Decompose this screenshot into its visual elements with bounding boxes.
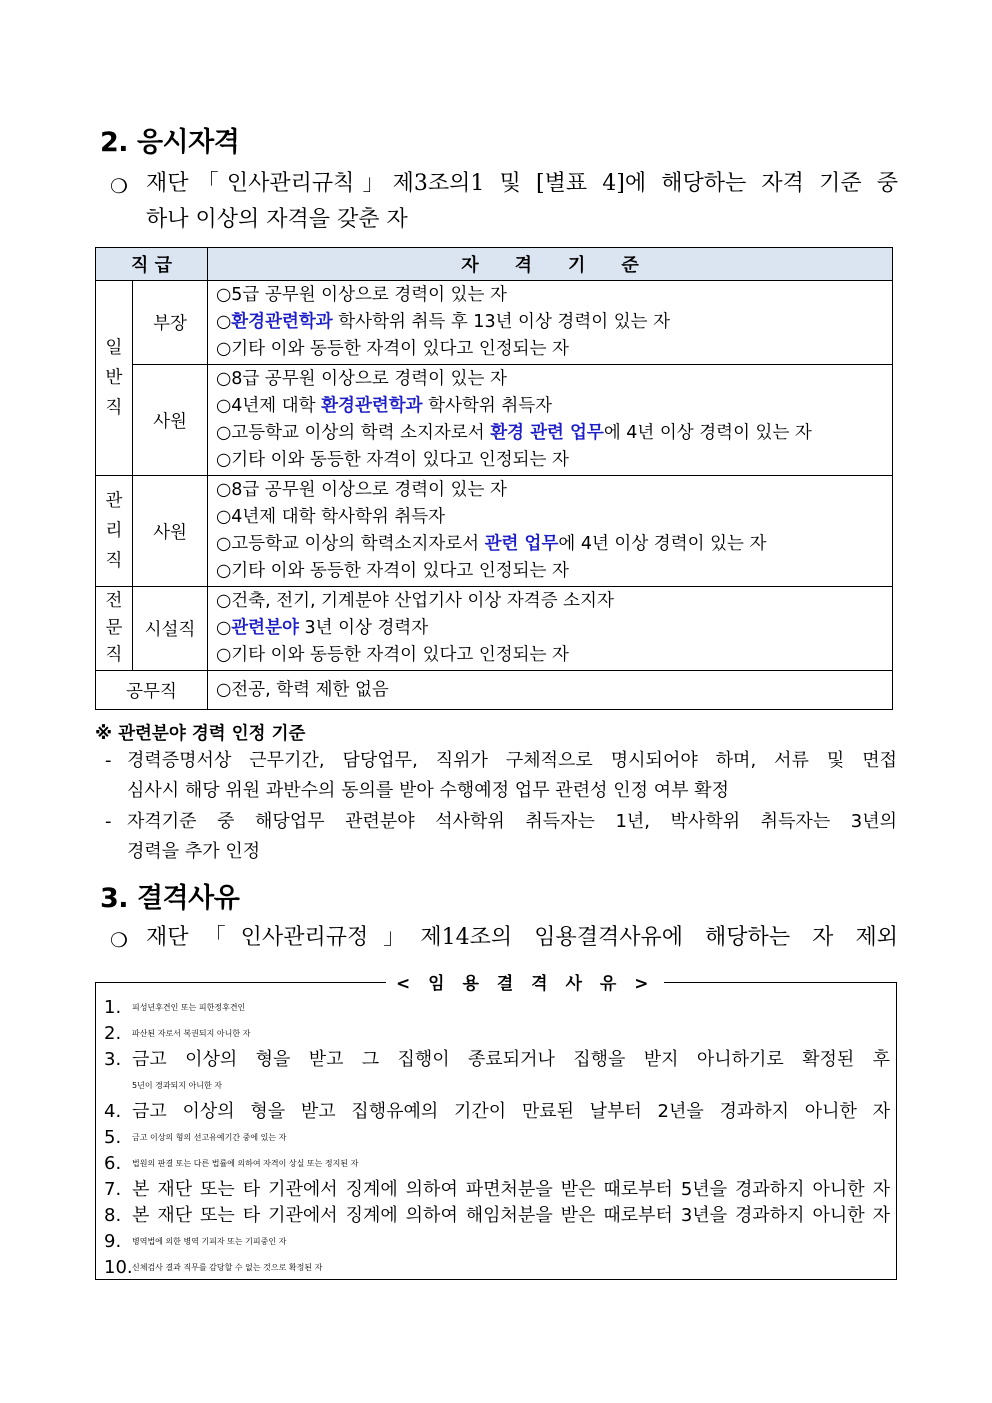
section-2-bullet-line2: 하나 이상의 자격을 갖춘 자 [146, 207, 408, 232]
category-admin: 관 리 직 [96, 476, 133, 587]
criteria-admin-staff: ○8급 공무원 이상으로 경력이 있는 자 ○4년제 대학 학사학위 취득자 ○고등학교 이상의 학력소지자로서 관련 업무에 4년 이상 경력이 있는 자 ○기타 이와 동등한 자격이 있다고 인정되는 자 [208, 476, 893, 587]
list-item: 3. 금고 이상의 형을 받고 그 집행이 종료되거나 집행을 받지 아니하기로 확정된 후 5년이 경과되지 아니한 자 [104, 1049, 890, 1090]
bullet-circle-icon: ❍ [110, 928, 128, 952]
disqualification-box [95, 974, 897, 1280]
sub-staff-admin: 사원 [133, 476, 208, 587]
criteria-general-staff: ○8급 공무원 이상으로 경력이 있는 자 ○4년제 대학 환경관련학과 학사학위 취득자 ○고등학교 이상의 학력 소지자로서 환경 관련 업무에 4년 이상 경력이 있는 자 ○기타 이와 동등한 자격이 있다고 인정되는 자 [208, 365, 893, 476]
note-item: - 경력증명서상 근무기간, 담당업무, 직위가 구체적으로 명시되어야 하며, 서류 및 면접 심사시 해당 위원 과반수의 동의를 받아 수행예정 업무 관련성 인정 여부 확정 [105, 750, 897, 801]
sub-manager: 부장 [133, 281, 208, 365]
list-item: 9. 병역법에 의한 병역 기피자 또는 기피중인 자 [104, 1231, 287, 1252]
table-row [96, 476, 893, 587]
table-row [96, 587, 893, 671]
table-row [96, 671, 893, 710]
reason-list [104, 995, 896, 1281]
criteria-general-manager: ○5급 공무원 이상으로 경력이 있는 자 ○환경관련학과 학사학위 취득 후 13년 이상 경력이 있는 자 ○기타 이와 동등한 자격이 있다고 인정되는 자 [208, 281, 893, 365]
section-3-bullet [110, 920, 898, 956]
qualification-table [95, 247, 893, 710]
list-item: 7. 본 재단 또는 타 기관에서 징계에 의하여 파면처분을 받은 때로부터 5년을 경과하지 아니한 자 [104, 1179, 890, 1200]
note-title: ※ 관련분야 경력 인정 기준 [95, 724, 306, 744]
note-item: - 자격기준 중 해당업무 관련분야 석사학위 취득자는 1년, 박사학위 취득자는 3년의 경력을 추가 인정 [105, 811, 897, 862]
list-item: 1. 피성년후견인 또는 피한정후견인 [104, 997, 246, 1018]
header-grade: 직 급 [96, 248, 208, 281]
sub-staff-general: 사원 [133, 365, 208, 476]
list-item: 8. 본 재단 또는 타 기관에서 징계에 의하여 해임처분을 받은 때로부터 3년을 경과하지 아니한 자 [104, 1205, 890, 1226]
disqualification-box-title: < 임 용 결 격 사 유 > [386, 969, 664, 994]
section-3-bullet-text: 재단「인사관리규정」제14조의 임용결격사유에 해당하는 자 제외 [146, 925, 898, 950]
category-specialist: 전 문 직 [96, 587, 133, 671]
category-official: 공무직 [96, 671, 208, 710]
criteria-specialist: ○건축, 전기, 기계분야 산업기사 이상 자격증 소지자 ○관련분야 3년 이상 경력자 ○기타 이와 동등한 자격이 있다고 인정되는 자 [208, 587, 893, 671]
section-2-title: 2. 응시자격 [100, 127, 240, 158]
category-general: 일 반 직 [96, 281, 133, 476]
bullet-circle-icon: ❍ [110, 174, 128, 198]
list-item: 10. 신체검사 결과 직무를 감당할 수 없는 것으로 확정된 자 [104, 1257, 323, 1278]
table-header-row [96, 248, 893, 281]
list-item: 4. 금고 이상의 형을 받고 집행유예의 기간이 만료된 날부터 2년을 경과하지 아니한 자 [104, 1101, 890, 1122]
table-row [96, 365, 893, 476]
section-2-bullet-line1: 재단「인사관리규칙」제3조의1 및 [별표 4]에 해당하는 자격 기준 중 [146, 171, 898, 196]
sub-facility: 시설직 [133, 587, 208, 671]
list-item: 6. 법원의 판결 또는 다른 법률에 의하여 자격이 상실 또는 정지된 자 [104, 1153, 359, 1174]
section-3-title: 3. 결격사유 [100, 883, 240, 914]
section-2-bullet [110, 166, 898, 238]
list-item: 5. 금고 이상의 형의 선고유예기간 중에 있는 자 [104, 1127, 287, 1148]
header-criteria: 자 격 기 준 [208, 248, 893, 281]
list-item: 2. 파산된 자로서 복권되지 아니한 자 [104, 1023, 251, 1044]
criteria-official: ○전공, 학력 제한 없음 [208, 671, 893, 710]
table-row [96, 281, 893, 365]
